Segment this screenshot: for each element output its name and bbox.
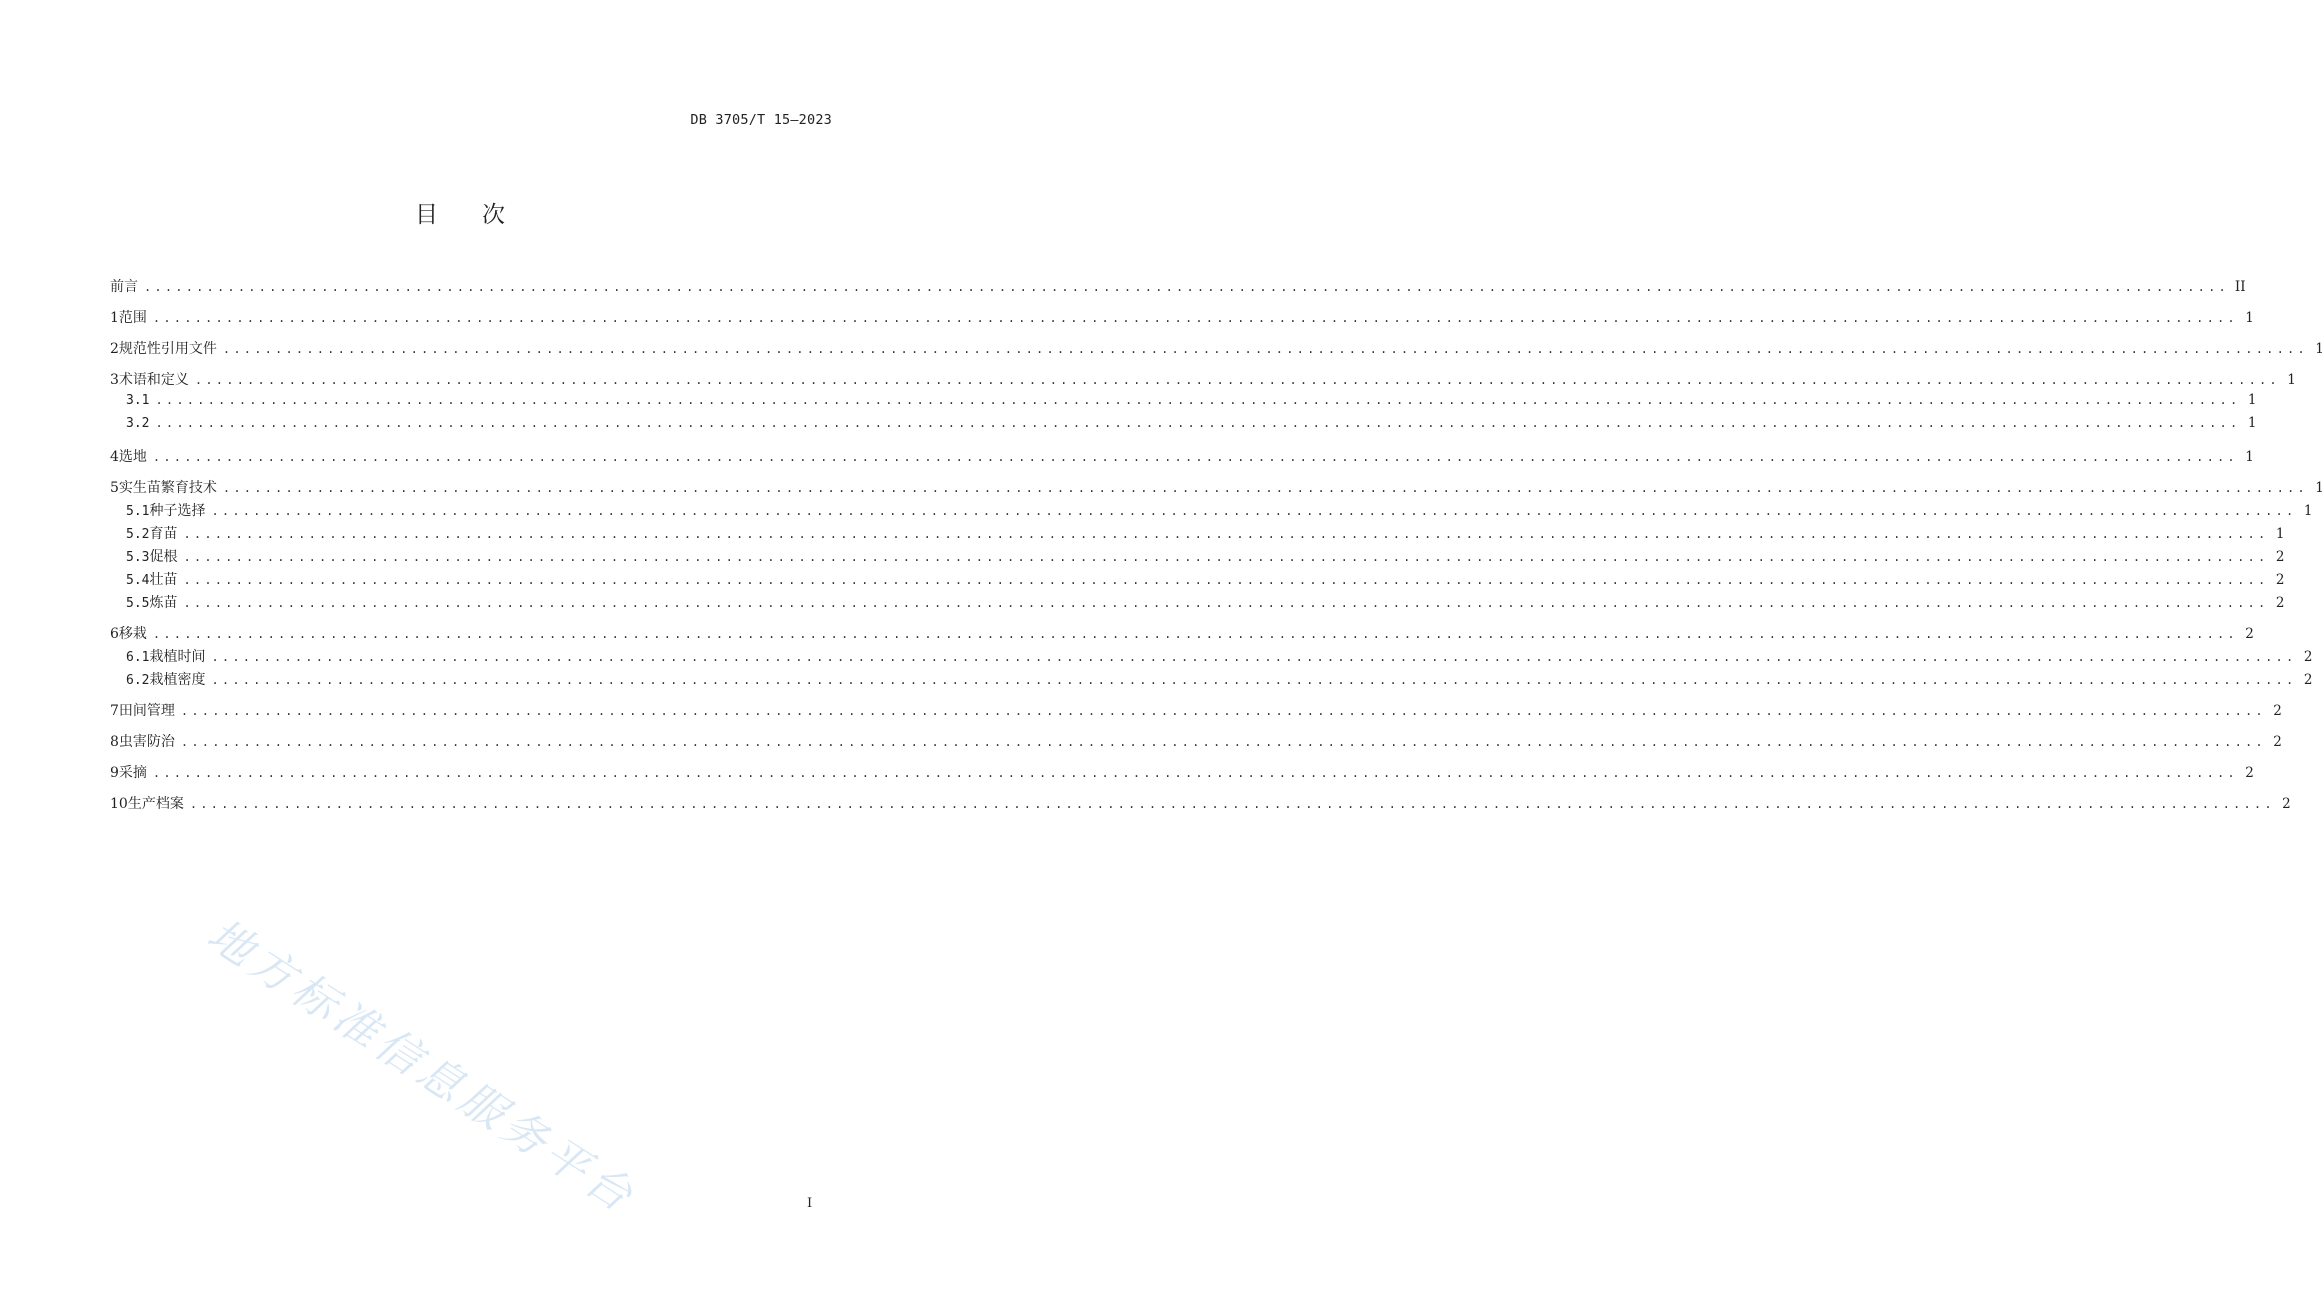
toc-entry-number: 8 bbox=[110, 734, 119, 750]
toc-entry-label: 选地 bbox=[118, 449, 147, 465]
toc-entry-number: 5.2 bbox=[126, 527, 150, 542]
toc-entry[interactable] bbox=[110, 392, 2257, 415]
document-code: DB 3705/T 15—2023 bbox=[690, 112, 832, 128]
toc-entry-number: 6 bbox=[110, 626, 119, 642]
toc-leader-dots: ........................................................................................................................................................................................................ bbox=[155, 416, 2241, 430]
toc-leader-dots: ........................................................................................................................................................................................................ bbox=[155, 393, 2241, 407]
toc-entry[interactable] bbox=[110, 369, 2296, 392]
toc-entry-page: 2 bbox=[2245, 765, 2254, 781]
toc-entry-label: 前言 bbox=[110, 279, 138, 295]
toc-entry-label: 生产档案 bbox=[127, 796, 184, 812]
toc-entry-number: 3.1 bbox=[126, 393, 150, 408]
toc-entry[interactable] bbox=[110, 500, 2313, 523]
toc-entry-number: 5 bbox=[110, 480, 119, 496]
toc-entry-label: 范围 bbox=[118, 310, 147, 326]
toc-entry-label: 术语和定义 bbox=[118, 372, 189, 388]
toc-entry-number: 1 bbox=[110, 310, 119, 326]
toc-entry-number: 6.1 bbox=[126, 650, 150, 665]
toc-leader-dots: ........................................................................................................................................................................................................ bbox=[183, 573, 2269, 587]
toc-leader-dots: ........................................................................................................................................................................................................ bbox=[222, 342, 2308, 356]
toc-entry-page: 1 bbox=[2247, 415, 2257, 431]
toc-entry-page: 1 bbox=[2315, 341, 2324, 357]
toc-leader-dots: ........................................................................................................................................................................................................ bbox=[152, 627, 2238, 641]
toc-entry-page: 2 bbox=[2303, 672, 2313, 688]
toc-leader-dots: ........................................................................................................................................................................................................ bbox=[211, 504, 2297, 518]
toc-leader-dots: ........................................................................................................................................................................................................ bbox=[152, 450, 2238, 464]
toc-entry-page: 1 bbox=[2303, 503, 2313, 519]
toc-entry[interactable] bbox=[110, 762, 2254, 785]
toc-entry[interactable] bbox=[110, 646, 2313, 669]
toc-entry-number: 5.4 bbox=[126, 573, 150, 588]
toc-entry-page: 2 bbox=[2275, 549, 2285, 565]
toc-leader-dots: ........................................................................................................................................................................................................ bbox=[180, 704, 2266, 718]
toc-entry-page: 2 bbox=[2303, 649, 2313, 665]
toc-leader-dots: ........................................................................................................................................................................................................ bbox=[211, 650, 2297, 664]
toc-entry-label: 采摘 bbox=[118, 765, 147, 781]
toc-entry-number: 2 bbox=[110, 341, 119, 357]
toc-entry-number: 5.1 bbox=[126, 504, 150, 519]
toc-entry[interactable] bbox=[110, 307, 2254, 330]
toc-entry-number: 9 bbox=[110, 765, 119, 781]
toc-entry[interactable] bbox=[110, 592, 2285, 615]
toc-entry-page: 2 bbox=[2273, 703, 2282, 719]
toc-leader-dots: ........................................................................................................................................................................................................ bbox=[183, 550, 2269, 564]
toc-entry[interactable] bbox=[110, 546, 2285, 569]
toc-entry-number: 10 bbox=[110, 796, 128, 812]
toc-leader-dots: ........................................................................................................................................................................................................ bbox=[211, 673, 2297, 687]
toc-entry[interactable] bbox=[110, 700, 2282, 723]
toc-entry-page: 2 bbox=[2275, 595, 2285, 611]
title-part-1: 目 bbox=[415, 202, 438, 228]
toc-entry[interactable] bbox=[110, 569, 2285, 592]
toc-entry-page: 2 bbox=[2245, 626, 2254, 642]
toc-entry-label: 虫害防治 bbox=[118, 734, 175, 750]
toc-leader-dots: ........................................................................................................................................................................................................ bbox=[152, 766, 2238, 780]
toc-entry[interactable] bbox=[110, 338, 2324, 361]
toc-entry-number: 3 bbox=[110, 372, 119, 388]
toc-entry-page: 2 bbox=[2275, 572, 2285, 588]
toc-entry[interactable] bbox=[110, 446, 2254, 469]
toc-entry[interactable] bbox=[110, 669, 2313, 692]
toc-entry-label: 实生苗繁育技术 bbox=[118, 480, 217, 496]
toc-entry-number: 7 bbox=[110, 703, 119, 719]
toc-entry-page: 1 bbox=[2245, 310, 2254, 326]
toc-entry-number: 6.2 bbox=[126, 673, 150, 688]
toc-entry-number: 5.3 bbox=[126, 550, 150, 565]
toc-entry-label: 田间管理 bbox=[118, 703, 175, 719]
toc-entry-number: 3.2 bbox=[126, 416, 150, 431]
toc-entry-label: 规范性引用文件 bbox=[118, 341, 217, 357]
toc-entry-page: 2 bbox=[2282, 796, 2291, 812]
toc-entry-page: 1 bbox=[2247, 392, 2257, 408]
toc-entry-label: 种子选择 bbox=[149, 503, 206, 519]
toc-leader-dots: ........................................................................................................................................................................................................ bbox=[183, 527, 2269, 541]
toc-entry[interactable] bbox=[110, 731, 2282, 754]
toc-leader-dots: ........................................................................................................................................................................................................ bbox=[152, 311, 2238, 325]
toc-entry-number: 5.5 bbox=[126, 596, 150, 611]
title-part-2: 次 bbox=[482, 202, 505, 228]
toc-entry-label: 促根 bbox=[149, 549, 178, 565]
toc-leader-dots: ........................................................................................................................................................................................................ bbox=[194, 373, 2280, 387]
toc-entry-label: 育苗 bbox=[149, 526, 178, 542]
toc-entry[interactable] bbox=[110, 523, 2285, 546]
page-number: I bbox=[807, 1196, 813, 1211]
toc-entry-label: 炼苗 bbox=[149, 595, 178, 611]
table-of-contents bbox=[110, 276, 2324, 816]
toc-leader-dots: ........................................................................................................................................................................................................ bbox=[189, 797, 2275, 811]
toc-leader-dots: ........................................................................................................................................................................................................ bbox=[183, 596, 2269, 610]
toc-entry[interactable] bbox=[110, 793, 2291, 816]
toc-entry-label: 壮苗 bbox=[149, 572, 178, 588]
watermark: 地方标准信息服务平台 bbox=[198, 909, 646, 1225]
toc-entry[interactable] bbox=[110, 477, 2324, 500]
toc-entry[interactable] bbox=[110, 276, 2246, 299]
page-title bbox=[0, 196, 920, 229]
toc-entry-page: 1 bbox=[2275, 526, 2285, 542]
toc-entry-page: 1 bbox=[2245, 449, 2254, 465]
toc-entry-label: 栽植密度 bbox=[149, 672, 206, 688]
toc-leader-dots: ........................................................................................................................................................................................................ bbox=[144, 280, 2229, 294]
toc-entry[interactable] bbox=[110, 623, 2254, 646]
toc-entry-page: 2 bbox=[2273, 734, 2282, 750]
toc-entry-label: 栽植时间 bbox=[149, 649, 206, 665]
toc-entry[interactable] bbox=[110, 415, 2257, 438]
toc-leader-dots: ........................................................................................................................................................................................................ bbox=[222, 481, 2308, 495]
toc-entry-page: 1 bbox=[2315, 480, 2324, 496]
toc-entry-page: II bbox=[2234, 279, 2246, 295]
toc-entry-page: 1 bbox=[2287, 372, 2296, 388]
toc-leader-dots: ........................................................................................................................................................................................................ bbox=[180, 735, 2266, 749]
toc-entry-number: 4 bbox=[110, 449, 119, 465]
toc-entry-label: 移栽 bbox=[118, 626, 147, 642]
